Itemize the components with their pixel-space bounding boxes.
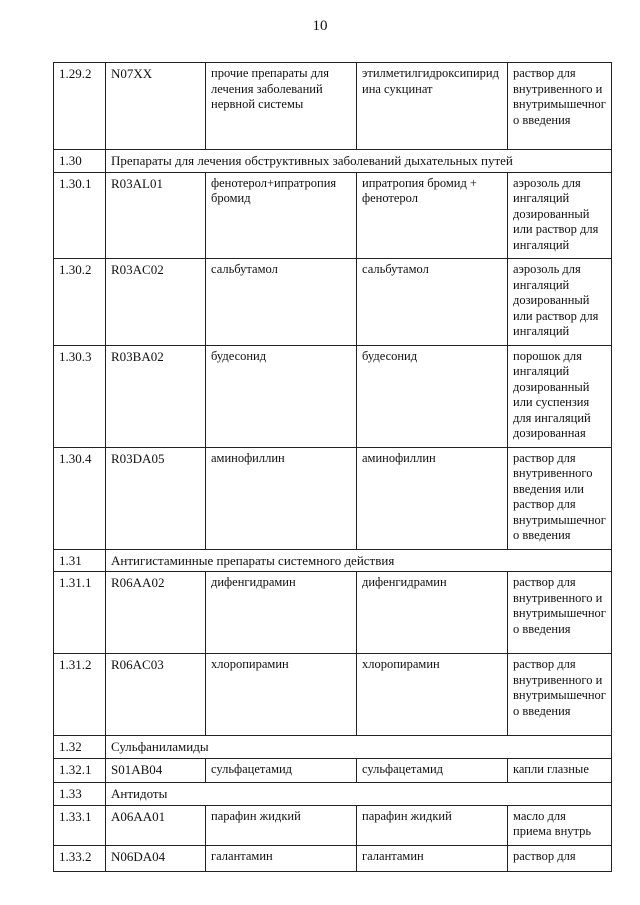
atc-code: S01AB04 — [106, 758, 206, 783]
row-number: 1.29.2 — [54, 63, 106, 150]
drug-group: дифенгидрамин — [206, 572, 357, 654]
dosage-form: аэрозоль для ингаляций дозированный или раствор для ингаляций — [508, 259, 612, 346]
table-row — [54, 758, 612, 783]
section-row — [54, 736, 612, 759]
row-number: 1.31.1 — [54, 572, 106, 654]
section-title: Сульфаниламиды — [106, 736, 612, 759]
table-row — [54, 345, 612, 447]
row-number: 1.31.2 — [54, 654, 106, 736]
table-row — [54, 654, 612, 736]
atc-code: R03DA05 — [106, 447, 206, 549]
section-number: 1.30 — [54, 150, 106, 173]
dosage-form: раствор для внутривенного и внутримышечного введения — [508, 654, 612, 736]
table-row — [54, 63, 612, 150]
row-number: 1.33.1 — [54, 805, 106, 845]
dosage-form: масло для приема внутрь — [508, 805, 612, 845]
dosage-form: раствор для внутривенного и внутримышечного введения — [508, 63, 612, 150]
drug-list-table — [53, 62, 612, 872]
table-row — [54, 845, 612, 871]
row-number: 1.30.1 — [54, 172, 106, 259]
table-row — [54, 805, 612, 845]
atc-code: R03AL01 — [106, 172, 206, 259]
row-number: 1.30.3 — [54, 345, 106, 447]
dosage-form: раствор для внутривенного и внутримышечного введения — [508, 572, 612, 654]
section-row — [54, 150, 612, 173]
inn-name: хлоропирамин — [357, 654, 508, 736]
inn-name: сальбутамол — [357, 259, 508, 346]
drug-group: прочие препараты для лечения заболеваний нервной системы — [206, 63, 357, 150]
table-row — [54, 447, 612, 549]
atc-code: R06AA02 — [106, 572, 206, 654]
inn-name: будесонид — [357, 345, 508, 447]
row-number: 1.33.2 — [54, 845, 106, 871]
inn-name: ипратропия бромид + фенотерол — [357, 172, 508, 259]
drug-group: аминофиллин — [206, 447, 357, 549]
dosage-form: аэрозоль для ингаляций дозированный или раствор для ингаляций — [508, 172, 612, 259]
row-number: 1.32.1 — [54, 758, 106, 783]
table-row — [54, 572, 612, 654]
inn-name: галантамин — [357, 845, 508, 871]
drug-group: галантамин — [206, 845, 357, 871]
atc-code: N06DA04 — [106, 845, 206, 871]
drug-group: будесонид — [206, 345, 357, 447]
dosage-form: порошок для ингаляций дозированный или суспензия для ингаляций дозированная — [508, 345, 612, 447]
inn-name: аминофиллин — [357, 447, 508, 549]
drug-group: сульфацетамид — [206, 758, 357, 783]
section-row — [54, 549, 612, 572]
section-title: Антигистаминные препараты системного действия — [106, 549, 612, 572]
atc-code: R03AC02 — [106, 259, 206, 346]
dosage-form: раствор для внутривенного введения или раствор для внутримышечного введения — [508, 447, 612, 549]
atc-code: R06AC03 — [106, 654, 206, 736]
section-number: 1.31 — [54, 549, 106, 572]
drug-group: сальбутамол — [206, 259, 357, 346]
inn-name: дифенгидрамин — [357, 572, 508, 654]
inn-name: сульфацетамид — [357, 758, 508, 783]
atc-code: R03BA02 — [106, 345, 206, 447]
row-number: 1.30.4 — [54, 447, 106, 549]
dosage-form: раствор для — [508, 845, 612, 871]
section-title: Препараты для лечения обструктивных заболеваний дыхательных путей — [106, 150, 612, 173]
table-row — [54, 172, 612, 259]
drug-group: фенотерол+ипратропия бромид — [206, 172, 357, 259]
dosage-form: капли глазные — [508, 758, 612, 783]
drug-group: парафин жидкий — [206, 805, 357, 845]
section-row — [54, 783, 612, 806]
section-title: Антидоты — [106, 783, 612, 806]
inn-name: этилметилгидроксипиридина сукцинат — [357, 63, 508, 150]
atc-code: A06AA01 — [106, 805, 206, 845]
page-number: 10 — [312, 18, 328, 34]
atc-code: N07XX — [106, 63, 206, 150]
drug-group: хлоропирамин — [206, 654, 357, 736]
row-number: 1.30.2 — [54, 259, 106, 346]
inn-name: парафин жидкий — [357, 805, 508, 845]
section-number: 1.32 — [54, 736, 106, 759]
table-row — [54, 259, 612, 346]
section-number: 1.33 — [54, 783, 106, 806]
